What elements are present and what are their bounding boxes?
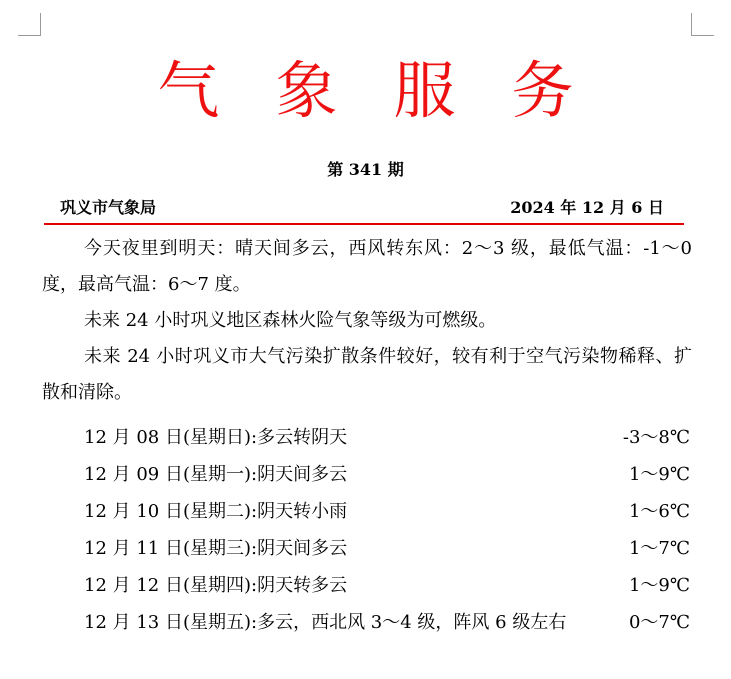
forecast-row-desc: 12 月 09 日(星期一):阴天间多云	[84, 464, 348, 485]
tonight-forecast-paragraph: 今天夜里到明天：晴天间多云，西风转东风：2～3 级，最低气温：-1～0 度，最高气温：6～7 度。	[42, 238, 692, 295]
issue-date: 2024 年 12 月 6 日	[510, 198, 664, 217]
forecast-row-temp: -3～8℃	[622, 427, 690, 448]
forecast-row	[84, 605, 690, 641]
forecast-row-desc: 12 月 11 日(星期三):阴天间多云	[84, 538, 348, 559]
forecast-body	[42, 231, 692, 411]
forecast-row	[84, 457, 690, 493]
forecast-row-temp: 1～7℃	[628, 538, 690, 559]
red-divider-line	[44, 223, 684, 225]
forecast-row	[84, 494, 690, 530]
forecast-row	[84, 568, 690, 604]
issue-number: 第 341 期	[327, 160, 404, 179]
page-corner-mark-top-right	[691, 13, 714, 36]
forecast-row	[84, 420, 690, 456]
forecast-row-temp: 1～9℃	[628, 575, 690, 596]
forecast-row	[84, 531, 690, 567]
fire-risk-paragraph: 未来 24 小时巩义地区森林火险气象等级为可燃级。	[84, 310, 497, 331]
forecast-row-temp: 0～7℃	[628, 612, 690, 633]
air-pollution-paragraph: 未来 24 小时巩义市大气污染扩散条件较好，较有利于空气污染物稀释、扩散和清除。	[42, 346, 692, 403]
masthead-title: 气象服务	[157, 54, 630, 127]
forecast-row-desc: 12 月 10 日(星期二):阴天转小雨	[84, 501, 348, 522]
issuer-name: 巩义市气象局	[60, 198, 157, 217]
page-corner-mark-top-left	[18, 13, 41, 36]
forecast-row-temp: 1～6℃	[628, 501, 690, 522]
forecast-row-desc: 12 月 08 日(星期日):多云转阴天	[84, 427, 348, 448]
forecast-row-temp: 1～9℃	[628, 464, 690, 485]
forecast-row-desc: 12 月 12 日(星期四):阴天转多云	[84, 575, 348, 596]
forecast-row-desc: 12 月 13 日(星期五):多云，西北风 3～4 级，阵风 6 级左右	[84, 612, 567, 633]
